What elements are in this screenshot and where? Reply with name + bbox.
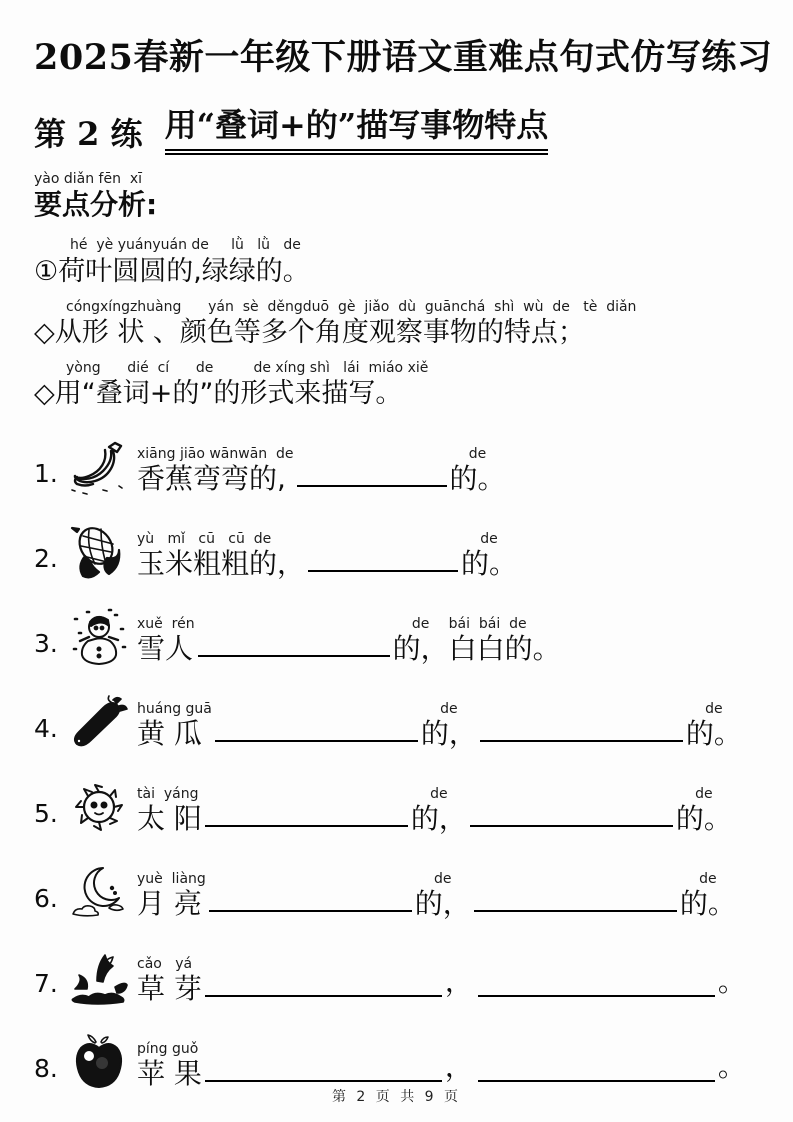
apple-icon	[67, 1032, 131, 1092]
period: 。	[717, 1050, 746, 1084]
item-number: 4.	[34, 714, 58, 744]
exercise-row-8	[34, 1027, 759, 1091]
answer-blank-1[interactable]	[297, 483, 447, 487]
analysis-heading	[34, 171, 759, 223]
item-phrase: yuè liàng 月 亮	[137, 871, 206, 921]
cucumber-icon	[67, 692, 131, 752]
de-particle: de 的，	[392, 616, 449, 666]
item-phrase: tài yáng 太 阳	[137, 786, 202, 836]
de-particle: de 的。	[461, 531, 518, 581]
item-number: 1.	[34, 459, 58, 489]
exercise-row-7	[34, 942, 759, 1006]
lesson-number: 第 2 练	[34, 115, 143, 153]
item-number: 7.	[34, 969, 58, 999]
worksheet-title: 2025春新一年级下册语文重难点句式仿写练习	[34, 37, 773, 78]
exercise-row-5	[34, 772, 759, 836]
answer-blank-1[interactable]	[308, 568, 458, 572]
point1-pinyin: cóngxíngzhuàng yán sè děngduō gè jiǎo dù guānchá shì wù de tè diǎn	[66, 298, 637, 315]
de-particle: de 的，	[420, 701, 477, 751]
item-number: 6.	[34, 884, 58, 914]
item-phrase: cǎo yá 草 芽	[137, 956, 202, 1006]
answer-blank-1[interactable]	[205, 1078, 442, 1082]
answer-blank-1[interactable]	[198, 653, 390, 657]
analysis-heading-pinyin: yào diǎn fēn xī	[34, 171, 143, 187]
grass-sprout-icon	[67, 947, 131, 1007]
lesson-subtitle	[34, 100, 759, 155]
answer-blank-2[interactable]	[480, 738, 683, 742]
example-pinyin: hé yè yuányuán de lǜ lǜ de	[70, 237, 301, 254]
item-phrase: píng guǒ 苹 果	[137, 1041, 202, 1091]
de-particle: de 的。	[679, 871, 736, 921]
moon-icon	[67, 862, 131, 922]
sun-icon	[67, 777, 131, 837]
answer-blank-1[interactable]	[205, 823, 408, 827]
answer-blank-1[interactable]	[209, 908, 412, 912]
item-number: 3.	[34, 629, 58, 659]
de-particle: de 的。	[675, 786, 732, 836]
point2-text: ◇用“叠词+的”的形式来描写。	[34, 377, 403, 409]
page-number: 第 2 页 共 9 页	[331, 1089, 462, 1105]
item-phrase: xuě rén 雪人	[137, 616, 195, 666]
item-number: 5.	[34, 799, 58, 829]
comma: ，	[444, 1050, 473, 1084]
period: 。	[717, 965, 746, 999]
analysis-point-2	[34, 360, 759, 411]
item-phrase: yù mǐ cū cū de 玉米粗粗的，	[137, 531, 306, 581]
banana-icon	[67, 437, 131, 497]
item-phrase-tail: bái bái de 白白的。	[448, 616, 561, 666]
point1-text: ◇从形 状 、颜色等多个角度观察事物的特点；	[34, 316, 585, 348]
de-particle: de 的，	[410, 786, 467, 836]
point2-pinyin: yòng dié cí de de xíng shì lái miáo xiě	[66, 359, 429, 376]
example-text: ①荷叶圆圆的,绿绿的。	[34, 255, 310, 287]
item-phrase: huáng guā 黄 瓜	[137, 701, 212, 751]
item-phrase: xiāng jiāo wānwān de 香蕉弯弯的,	[137, 446, 294, 496]
answer-blank-1[interactable]	[215, 738, 418, 742]
item-number: 8.	[34, 1054, 58, 1084]
de-particle: de 的，	[414, 871, 471, 921]
answer-blank-2[interactable]	[474, 908, 677, 912]
example-sentence	[34, 237, 759, 288]
answer-blank-2[interactable]	[470, 823, 673, 827]
exercise-row-2	[34, 517, 759, 581]
answer-blank-2[interactable]	[478, 1078, 715, 1082]
de-particle: de 的。	[685, 701, 742, 751]
exercise-row-6	[34, 857, 759, 921]
answer-blank-1[interactable]	[205, 993, 442, 997]
exercise-row-1	[34, 432, 759, 496]
item-number: 2.	[34, 544, 58, 574]
analysis-heading-text: 要点分析:	[34, 188, 158, 222]
snowman-icon	[67, 607, 131, 667]
de-particle: de 的。	[449, 446, 506, 496]
comma: ，	[444, 965, 473, 999]
lesson-topic: 用“叠词+的”描写事物特点	[165, 100, 549, 155]
exercise-row-3	[34, 602, 759, 666]
corn-icon	[67, 522, 131, 582]
answer-blank-2[interactable]	[478, 993, 715, 997]
exercise-row-4	[34, 687, 759, 751]
analysis-point-1	[34, 299, 759, 350]
